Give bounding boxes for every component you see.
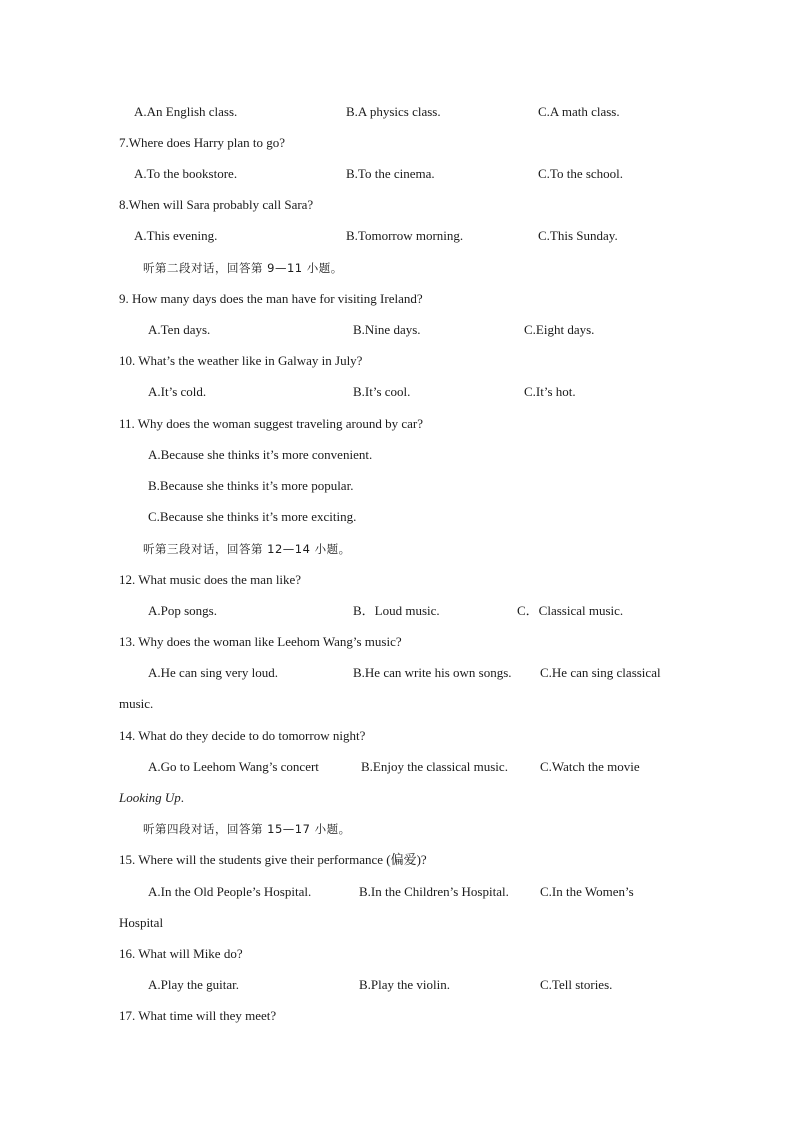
q6-option-b: B.A physics class. [346,104,441,119]
q12-option-c: C．Classical music. [517,603,624,618]
q6-option-a: A.An English class. [134,104,238,119]
section2-heading: 听第二段对话，回答第 9—11 小题。 [143,261,343,275]
q11-question: 11. Why does the woman suggest traveling around by car? [119,416,423,431]
q14-option-c-continuation [119,788,184,808]
q16-question: 16. What will Mike do? [119,946,243,961]
q14-option-c: C.Watch the movie [540,759,640,774]
q9-option-b: B.Nine days. [353,322,421,337]
q11-option-c-row [0,507,794,527]
q8-option-a: A.This evening. [134,228,218,243]
q15-option-c-continuation: Hospital [119,915,164,930]
section2-row [0,258,794,278]
q13-options-row [0,663,794,683]
q15-continuation-row [0,913,794,933]
q15-option-c: C.In the Women’s [540,884,634,899]
section3-row [0,539,794,559]
q6-option-c: C.A math class. [538,104,620,119]
q15-question: 15. Where will the students give their performance (偏爱)? [119,852,427,867]
q12-option-a: A.Pop songs. [148,603,217,618]
q9-question: 9. How many days does the man have for visiting Ireland? [119,291,423,306]
q9-option-c: C.Eight days. [524,322,595,337]
q14-question: 14. What do they decide to do tomorrow night? [119,728,366,743]
q14-option-a: A.Go to Leehom Wang’s concert [148,759,319,774]
q15-question-row [0,850,794,870]
q11-option-b-row [0,476,794,496]
q8-options-row [0,226,794,246]
q8-option-b: B.Tomorrow morning. [346,228,464,243]
q14-continuation-row [0,788,794,808]
q10-question-row [0,351,794,371]
q15-options-row [0,882,794,902]
q10-option-a: A.It’s cold. [148,384,207,399]
q8-question: 8.When will Sara probably call Sara? [119,197,314,212]
q13-option-c-continuation: music. [119,696,154,711]
q7-option-b: B.To the cinema. [346,166,435,181]
q12-question-row [0,570,794,590]
q11-option-c: C.Because she thinks it’s more exciting. [148,509,357,524]
q16-option-a: A.Play the guitar. [148,977,239,992]
q14-option-b: B.Enjoy the classical music. [361,759,508,774]
q13-option-a: A.He can sing very loud. [148,665,278,680]
q10-option-b: B.It’s cool. [353,384,411,399]
q10-option-c: C.It’s hot. [524,384,576,399]
q11-question-row [0,414,794,434]
q14-options-row [0,757,794,777]
q7-question: 7.Where does Harry plan to go? [119,135,286,150]
q13-option-c: C.He can sing classical [540,665,661,680]
q16-option-b: B.Play the violin. [359,977,450,992]
q7-question-row [0,133,794,153]
q6-options-row [0,102,794,122]
q14-question-row [0,726,794,746]
q16-option-c: C.Tell stories. [540,977,613,992]
q7-option-c: C.To the school. [538,166,624,181]
movie-title: Looking Up [119,790,181,805]
section3-heading: 听第三段对话，回答第 12—14 小题。 [143,542,351,556]
q13-question-row [0,632,794,652]
q7-options-row [0,164,794,184]
section4-heading: 听第四段对话，回答第 15—17 小题。 [143,822,351,836]
q15-option-a: A.In the Old People’s Hospital. [148,884,312,899]
q7-option-a: A.To the bookstore. [134,166,238,181]
q9-options-row [0,320,794,340]
q16-options-row [0,975,794,995]
q14-period: . [180,790,184,805]
q10-options-row [0,382,794,402]
q9-option-a: A.Ten days. [148,322,211,337]
q12-option-b: B．Loud music. [353,603,440,618]
q17-question: 17. What time will they meet? [119,1008,277,1023]
q13-continuation-row [0,694,794,714]
q10-question: 10. What’s the weather like in Galway in July? [119,353,363,368]
q8-question-row [0,195,794,215]
q11-option-a: A.Because she thinks it’s more convenient. [148,447,373,462]
q12-question: 12. What music does the man like? [119,572,302,587]
q11-option-b: B.Because she thinks it’s more popular. [148,478,354,493]
q16-question-row [0,944,794,964]
q8-option-c: C.This Sunday. [538,228,618,243]
q15-option-b: B.In the Children’s Hospital. [359,884,509,899]
q13-question: 13. Why does the woman like Leehom Wang’s music? [119,634,402,649]
q9-question-row [0,289,794,309]
q11-option-a-row [0,445,794,465]
section4-row [0,819,794,839]
q12-options-row [0,601,794,621]
q13-option-b: B.He can write his own songs. [353,665,512,680]
q17-question-row [0,1006,794,1026]
